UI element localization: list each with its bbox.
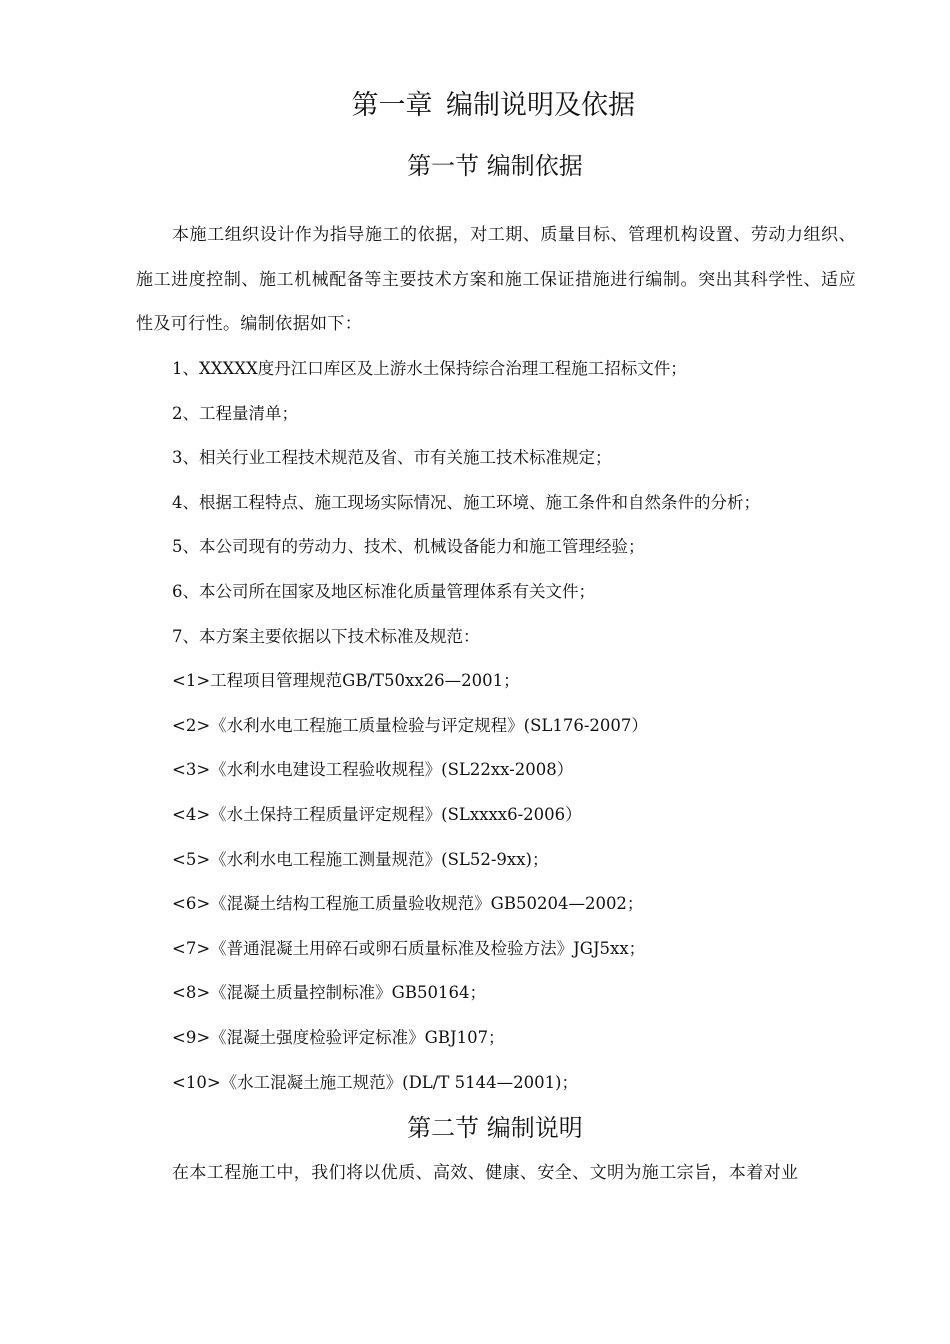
list-item: 7、本方案主要依据以下技术标准及规范：	[172, 626, 480, 646]
list-item: 6、本公司所在国家及地区标准化质量管理体系有关文件；	[172, 581, 595, 601]
list-item: 2、工程量清单；	[172, 403, 298, 423]
list-item: <9>《混凝土强度检验评定标准》GBJ107；	[172, 1027, 505, 1047]
list-item: <1>工程项目管理规范GB/T50xx26—2001；	[172, 671, 520, 691]
list-item: <6>《混凝土结构工程施工质量验收规范》GB50204—2002；	[172, 894, 644, 914]
list-item: <10>《水工混凝土施工规范》(DL/T 5144—2001)；	[172, 1072, 578, 1092]
chapter-title: 第一章 编制说明及依据	[351, 90, 649, 121]
basis-intro-paragraph: 本施工组织设计作为指导施工的依据，对工期、质量目标、管理机构设置、劳动力组织、施工进度控制、施工机械配备等主要技术方案和施工保证措施进行编制。突出其科学性、适应性及可行性。编制依据如下：	[136, 225, 856, 334]
list-item: <3>《水利水电建设工程验收规程》(SL22xx-2008）	[172, 760, 574, 780]
list-item: 1、XXXXX度丹江口库区及上游水土保持综合治理工程施工招标文件；	[172, 359, 687, 378]
list-item: <7>《普通混凝土用碎石或卵石质量标准及检验方法》JGJ5xx；	[172, 938, 646, 958]
description-intro-paragraph: 在本工程施工中，我们将以优质、高效、健康、安全、文明为施工宗旨，本着对业	[172, 1163, 799, 1183]
list-item: <5>《水利水电工程施工测量规范》(SL52-9xx)；	[172, 849, 549, 869]
section-title-basis: 第一节 编制依据	[407, 152, 583, 180]
list-item: <8>《混凝土质量控制标准》GB50164；	[172, 983, 486, 1003]
list-item: <4>《水土保持工程质量评定规程》(SLxxxx6-2006）	[172, 804, 582, 824]
list-item: 3、相关行业工程技术规范及省、市有关施工技术标准规定；	[172, 448, 612, 468]
section-title-description: 第二节 编制说明	[407, 1114, 583, 1142]
list-item: 5、本公司现有的劳动力、技术、机械设备能力和施工管理经验；	[172, 537, 645, 557]
list-item: 4、根据工程特点、施工现场实际情况、施工环境、施工条件和自然条件的分析；	[172, 492, 760, 512]
basis-list	[172, 347, 872, 1105]
list-item: <2>《水利水电工程施工质量检验与评定规程》(SL176-2007）	[172, 715, 648, 735]
